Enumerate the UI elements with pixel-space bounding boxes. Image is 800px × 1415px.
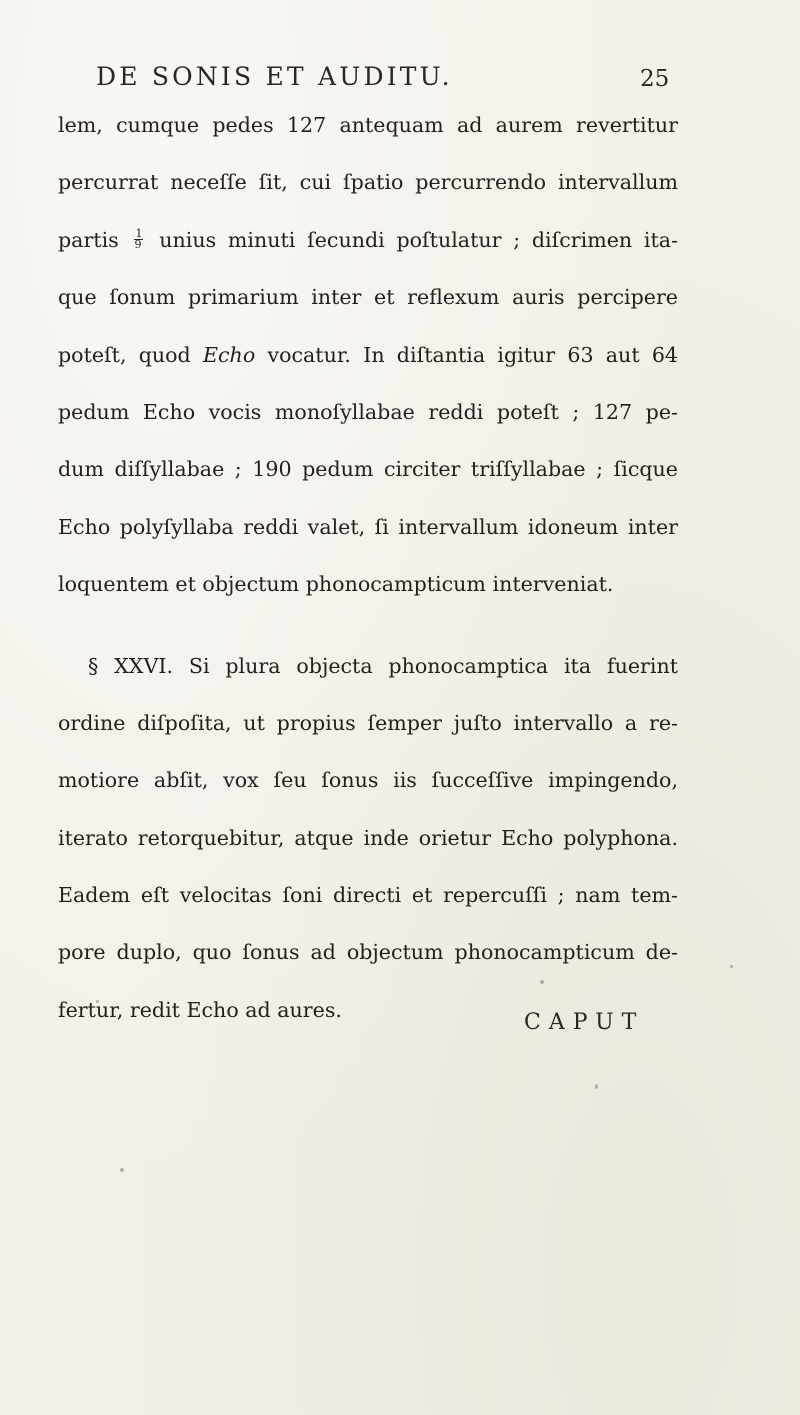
paper-speck <box>540 980 544 984</box>
fraction <box>134 226 143 251</box>
paper-speck <box>120 1168 124 1172</box>
paragraph-2 <box>58 638 678 1040</box>
text-line: § XXVI. Si plura objecta phonocamptica ita fuerint <box>88 653 678 678</box>
paragraph-gap <box>58 614 678 638</box>
body-text <box>58 97 678 1039</box>
running-head: DE SONIS ET AUDITU. <box>96 62 453 91</box>
text-line: iterato retorquebitur, atque inde orietur Echo polyphona. <box>58 825 678 850</box>
text-segment: unius minuti ſecundi poſtulatur ; diſcrimen ita- <box>159 227 679 252</box>
text-line: Eadem eſt velocitas ſoni directi et repercuſſi ; nam tem- <box>58 883 678 908</box>
text-line: motiore abſit, vox ſeu ſonus iis ſucceſſive impingendo, <box>58 768 678 793</box>
text-line: ordine diſpoſita, ut propius ſemper juſto intervallo a re- <box>58 710 678 735</box>
text-line: fertur, redit Echo ad aures. <box>58 997 342 1022</box>
fraction-numerator: 1 <box>135 226 143 240</box>
text-line: que ſonum primarium inter et reflexum auris percipere <box>58 285 678 310</box>
italic-term: Echo <box>202 342 256 367</box>
text-segment: partis <box>58 227 119 252</box>
text-line: pore duplo, quo ſonus ad objectum phonocampticum de- <box>58 940 678 965</box>
text-line: loquentem et objectum phonocampticum interveniat. <box>58 572 614 597</box>
text-line: lem, cumque pedes 127 antequam ad aurem revertitur <box>58 113 678 137</box>
paragraph-1 <box>58 97 678 614</box>
fraction-denominator: 9 <box>134 237 142 251</box>
paper-speck <box>595 1084 598 1089</box>
text-line: Echo polyſyllaba reddi valet, ſi intervallum idoneum inter <box>58 514 678 539</box>
text-line <box>58 327 678 384</box>
text-segment: vocatur. In diſtantia igitur 63 aut 64 <box>267 342 679 367</box>
text-line <box>58 212 678 269</box>
paper-speck <box>730 965 733 968</box>
catchword: CAPUT <box>524 1010 645 1035</box>
text-line: dum diſſyllabae ; 190 pedum circiter triſſyllabae ; ſicque <box>58 457 678 482</box>
text-segment: poteſt, quod <box>58 342 191 367</box>
text-line: pedum Echo vocis monoſyllabae reddi poteſt ; 127 pe- <box>58 399 678 424</box>
page-number: 25 <box>640 66 670 92</box>
text-line: percurrat neceſſe ſit, cui ſpatio percurrendo intervallum <box>58 170 678 195</box>
paper-speck <box>96 1000 99 1003</box>
